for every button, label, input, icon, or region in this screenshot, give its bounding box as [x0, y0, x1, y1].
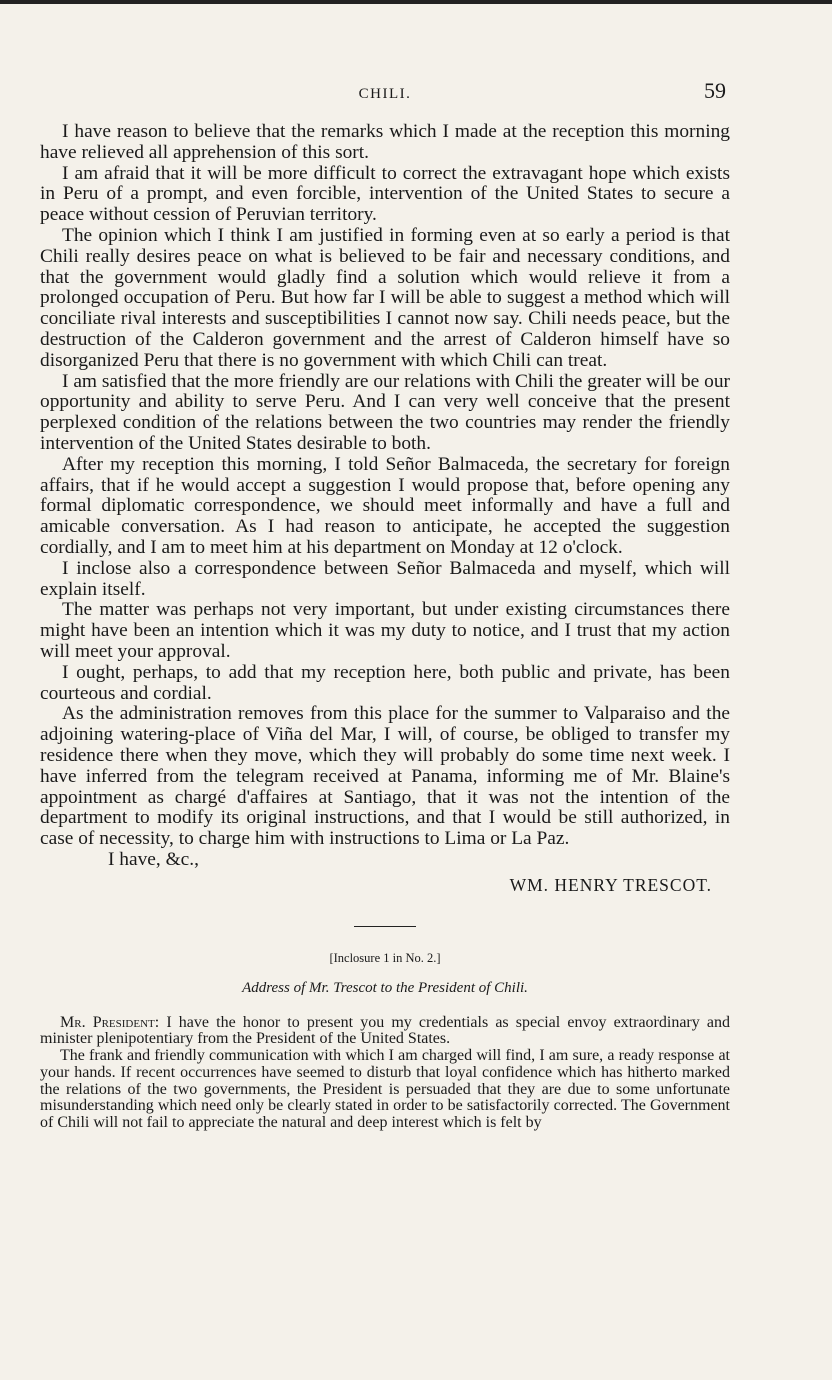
letter-paragraph: As the administration removes from this place for the summer to Valparaiso and the adjoining watering-place of Viña del Mar, I will, of course, be obliged to transfer my residence there when they move, which they will probably do some time next week. I have inferred from the telegram received at Panama, informing me of Mr. Blaine's appointment as chargé d'affaires at Santiago, that it was not the intention of the department to modify its original instructions, and that I would be still authorized, in case of necessity, to charge him with instructions to Lima or La Paz.	[40, 703, 730, 850]
enclosure-body	[40, 1015, 730, 1132]
page-number: 59	[704, 78, 726, 103]
running-head	[40, 78, 730, 112]
letter-paragraph: I am satisfied that the more friendly are our relations with Chili the greater will be our opportunity and ability to serve Peru. And I can very well conceive that the present perplexed condition of the relations between the two countries may render the friendly intervention of the United States desirable to both.	[40, 370, 730, 454]
enclosure-paragraph-text: I have the honor to present you my credentials as special envoy extraordinary and minister plenipotentiary from the President of the United States.	[40, 1013, 730, 1048]
running-head-title: CHILI.	[358, 86, 412, 102]
letter-body	[40, 122, 730, 896]
letter-paragraph: I am afraid that it will be more difficult to correct the extravagant hope which exists in Peru of a prompt, and even forcible, intervention of the United States to secure a peace without cession of Peruvian territory.	[40, 162, 730, 226]
letter-closing: I have, &c.,	[108, 848, 199, 870]
letter-paragraph: The opinion which I think I am justified in forming even at so early a period is that Chili really desires peace on what is believed to be fair and necessary conditions, and that the government would gladly find a solution which would relieve it from a prolonged occupation of Peru. But how far I will be able to suggest a method which will conciliate rival interests and susceptibilities I cannot now say. Chili needs peace, but the destruction of the Calderon government and the arrest of Calderon himself have so disorganized Peru that there is no government with which Chili can treat.	[40, 224, 730, 371]
letter-paragraph: The matter was perhaps not very important, but under existing circumstances there might have been an intention which it was my duty to notice, and I trust that my action will meet your approval.	[40, 599, 730, 662]
letter-signature: WM. HENRY TRESCOT.	[509, 874, 712, 895]
letter-paragraph: I inclose also a correspondence between Señor Balmaceda and myself, which will explain itself.	[40, 557, 730, 600]
letter-paragraph: I ought, perhaps, to add that my reception here, both public and private, has been courteous and cordial.	[40, 661, 730, 704]
enclosure-title: Address of Mr. Trescot to the President of Chili.	[242, 979, 528, 996]
salutation: Mr. President:	[60, 1013, 160, 1031]
section-divider	[354, 926, 416, 927]
top-edge-rule	[0, 0, 832, 4]
letter-paragraph: After my reception this morning, I told Señor Balmaceda, the secretary for foreign affairs, that if he would accept a suggestion I would propose that, before opening any formal diplomatic correspondence, we should meet informally and have a full and amicable conversation. As I had reason to anticipate, he accepted the suggestion cordially, and I am to meet him at his department on Monday at 12 o'clock.	[40, 453, 730, 558]
letter-paragraph: I have reason to believe that the remarks which I made at the reception this morning have relieved all apprehension of this sort.	[40, 121, 730, 163]
enclosure-paragraph: The frank and friendly communication with which I am charged will find, I am sure, a ready response at your hands. If recent occurrences have seemed to disturb that loyal confidence which has hitherto marked the relations of the two governments, the President is persuaded that they are due to some unfortunate misunderstanding which need only be clearly stated in order to be satisfactorily corrected. The Government of Chili will not fail to appreciate the natural and deep interest which is felt by	[40, 1047, 730, 1131]
enclosure-paragraph	[40, 1015, 730, 1048]
enclosure-label: [Inclosure 1 in No. 2.]	[329, 950, 441, 965]
document-page	[40, 78, 730, 1132]
